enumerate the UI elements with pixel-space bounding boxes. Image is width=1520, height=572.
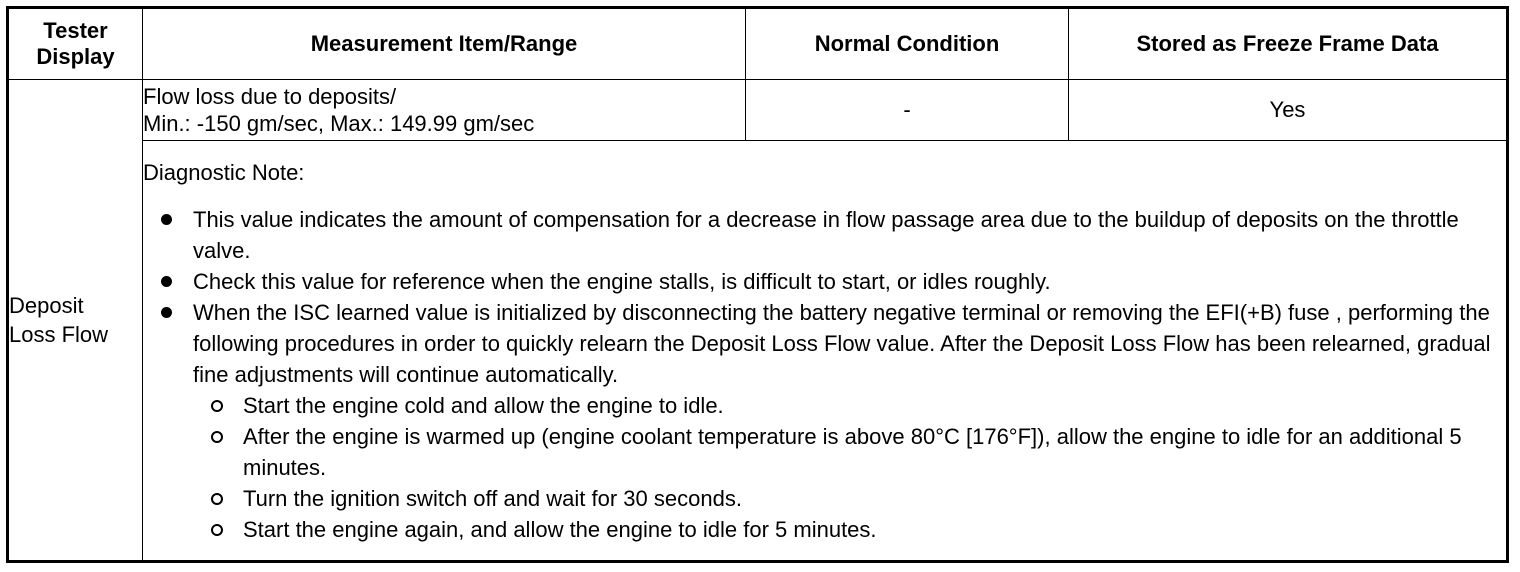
- header-row: [8, 8, 1508, 80]
- bullet-dot-icon: [161, 276, 172, 287]
- note-bullet-text: When the ISC learned value is initialized by disconnecting the battery negative terminal or removing the EFI(+B) fuse , performing the following procedures in order to quickly relearn the Deposit Loss Flow value. After the Deposit Loss Flow has been relearned, gradual fine adjustments will continue automatically.: [193, 299, 1491, 387]
- note-row: [8, 141, 1508, 562]
- note-bullet: [143, 204, 1506, 266]
- procedure-step: [143, 421, 1506, 483]
- measurement-line1: Flow loss due to deposits/: [143, 84, 397, 109]
- diagnostic-note-cell: [143, 141, 1508, 562]
- header-measurement: Measurement Item/Range: [143, 8, 746, 80]
- procedure-step-list: [143, 390, 1506, 545]
- hollow-circle-icon: [211, 493, 223, 505]
- procedure-step-text: Turn the ignition switch off and wait for 30 seconds.: [243, 485, 742, 511]
- note-bullet: [143, 297, 1506, 390]
- procedure-step: [143, 390, 1506, 421]
- normal-condition-cell: -: [746, 80, 1069, 141]
- tester-display-line2: Loss Flow: [9, 322, 109, 347]
- diagnostic-note-title: Diagnostic Note:: [143, 159, 305, 185]
- measurement-line2: Min.: -150 gm/sec, Max.: 149.99 gm/sec: [143, 111, 535, 136]
- tester-display-cell: [8, 80, 143, 562]
- bullet-dot-icon: [161, 214, 172, 225]
- tester-display-line1: Deposit: [9, 293, 84, 318]
- procedure-step-text: After the engine is warmed up (engine coolant temperature is above 80°C [176°F]), allow the engine to idle for an additional 5 minutes.: [243, 423, 1462, 480]
- note-bullet: [143, 266, 1506, 297]
- hollow-circle-icon: [211, 431, 223, 443]
- header-freeze-frame: Stored as Freeze Frame Data: [1069, 8, 1508, 80]
- hollow-circle-icon: [211, 524, 223, 536]
- procedure-step: [143, 483, 1506, 514]
- bullet-dot-icon: [161, 307, 172, 318]
- note-bullet-text: Check this value for reference when the engine stalls, is difficult to start, or idles roughly.: [193, 268, 1051, 294]
- freeze-frame-cell: Yes: [1069, 80, 1508, 141]
- note-bullet-text: This value indicates the amount of compensation for a decrease in flow passage area due to the buildup of deposits on the throttle valve.: [193, 206, 1459, 263]
- header-tester-display-line2: Display: [36, 44, 115, 69]
- procedure-step-text: Start the engine cold and allow the engine to idle.: [243, 392, 724, 418]
- procedure-step: [143, 514, 1506, 545]
- spec-table: [6, 6, 1509, 563]
- diagnostic-note-list: [143, 204, 1506, 390]
- header-normal-condition: Normal Condition: [746, 8, 1069, 80]
- procedure-step-text: Start the engine again, and allow the engine to idle for 5 minutes.: [243, 516, 877, 542]
- measurement-cell: [143, 80, 746, 141]
- data-row: [8, 80, 1508, 141]
- hollow-circle-icon: [211, 400, 223, 412]
- header-tester-display: [8, 8, 143, 80]
- header-tester-display-line1: Tester: [43, 18, 108, 43]
